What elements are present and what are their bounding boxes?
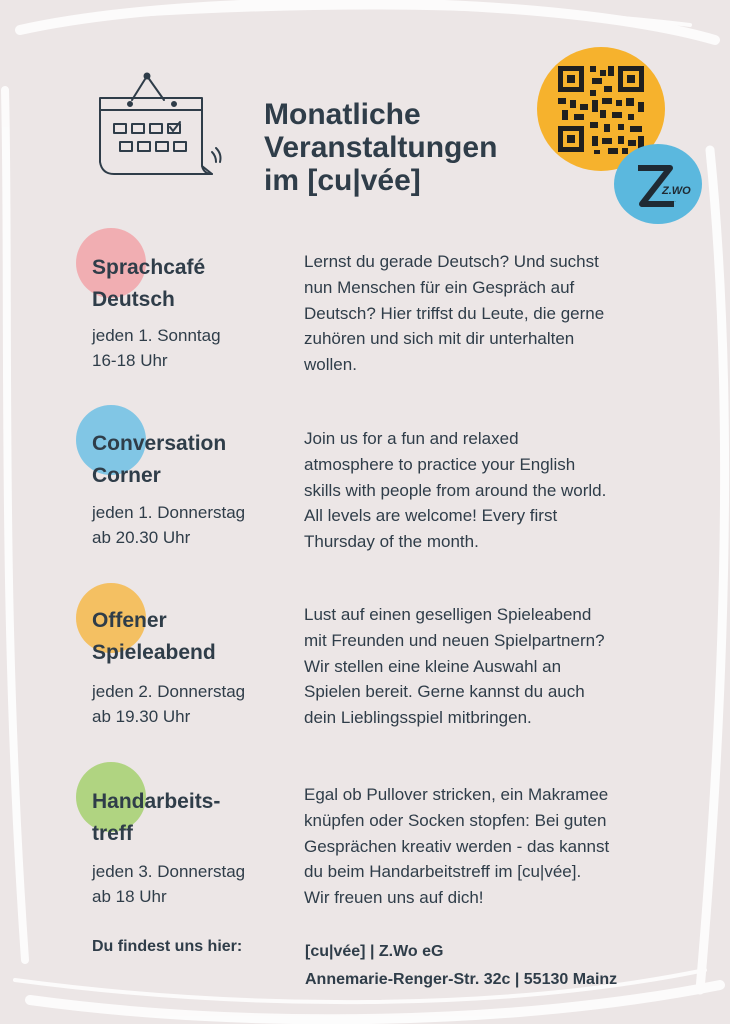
calendar-icon — [92, 70, 232, 190]
event-title-line: Spieleabend — [92, 641, 216, 664]
event-schedule-line: jeden 3. Donnerstag — [92, 862, 246, 881]
title-line-1: Monatliche — [264, 98, 421, 131]
description-line: Thursday of the month. — [304, 532, 479, 552]
event-title-line: Handarbeits- — [92, 790, 221, 813]
footer-address — [305, 938, 617, 994]
event-description-sprachcafe — [304, 249, 704, 378]
page-title — [264, 98, 554, 197]
description-line: zuhören und sich mit dir unterhalten — [304, 329, 575, 349]
event-schedule-line: jeden 2. Donnerstag — [92, 682, 246, 701]
description-line: Deutsch? Hier triffst du Leute, die gerne — [304, 303, 605, 323]
event-title-handarbeitstreff — [92, 786, 292, 850]
event-schedule-line: ab 19.30 Uhr — [92, 707, 191, 726]
event-schedule-line: jeden 1. Donnerstag — [92, 503, 246, 522]
zwo-logo — [612, 142, 704, 226]
logo-text: Z.WO — [662, 185, 691, 197]
event-schedule-sprachcafe — [92, 323, 297, 373]
footer-label: Du findest uns hier: — [92, 938, 243, 955]
event-title-line: treff — [92, 822, 133, 845]
event-title-line: Corner — [92, 464, 161, 487]
event-schedule-line: ab 20.30 Uhr — [92, 528, 191, 547]
description-line: dein Lieblingsspiel mitbringen. — [304, 708, 532, 728]
event-title-line: Conversation — [92, 432, 227, 455]
description-line: Gesprächen kreativ werden - das kannst — [304, 836, 610, 856]
event-schedule-line: jeden 1. Sonntag — [92, 326, 221, 345]
description-line: Lust auf einen geselligen Spieleabend — [304, 605, 592, 624]
address-line: [cu|vée] | Z.Wo eG — [305, 943, 444, 960]
title-line-2: Veranstaltungen — [264, 131, 498, 164]
event-title-spieleabend — [92, 605, 292, 669]
description-line: wollen. — [304, 355, 357, 375]
description-line: Wir freuen uns auf dich! — [304, 888, 484, 908]
description-line: Lernst du gerade Deutsch? Und suchst — [304, 252, 599, 271]
description-line: All levels are welcome! Every first — [304, 506, 558, 526]
svg-text:~~~~~~~~: ~~~~~~~~ — [662, 199, 677, 203]
description-line: Wir stellen eine kleine Auswahl an — [304, 656, 562, 676]
description-line: Spielen bereit. Gerne kannst du auch — [304, 682, 585, 702]
event-schedule-handarbeitstreff — [92, 859, 297, 909]
event-title-line: Offener — [92, 609, 167, 632]
event-description-handarbeitstreff — [304, 782, 704, 911]
description-line: atmosphere to practice your English — [304, 454, 576, 474]
event-title-line: Sprachcafé — [92, 256, 206, 279]
address-line: Annemarie-Renger-Str. 32c | 55130 Mainz — [305, 971, 618, 988]
event-title-conversation-corner — [92, 428, 292, 492]
event-schedule-conversation-corner — [92, 500, 297, 550]
event-description-spieleabend — [304, 602, 704, 731]
description-line: Egal ob Pullover stricken, ein Makramee — [304, 785, 609, 804]
event-schedule-line: ab 18 Uhr — [92, 887, 167, 906]
description-line: Join us for a fun and relaxed — [304, 429, 519, 448]
description-line: nun Menschen für ein Gespräch auf — [304, 277, 575, 297]
description-line: knüpfen oder Socken stopfen: Bei guten — [304, 810, 607, 830]
event-title-sprachcafe — [92, 252, 292, 316]
description-line: mit Freunden und neuen Spielpartnern? — [304, 630, 605, 650]
event-description-conversation-corner — [304, 426, 704, 555]
description-line: skills with people from around the world. — [304, 480, 607, 500]
event-schedule-spieleabend — [92, 679, 297, 729]
description-line: du beim Handarbeitstreff im [cu|vée]. — [304, 862, 582, 882]
title-line-3: im [cu|vée] — [264, 164, 421, 197]
event-title-line: Deutsch — [92, 288, 175, 311]
event-schedule-line: 16-18 Uhr — [92, 351, 168, 370]
